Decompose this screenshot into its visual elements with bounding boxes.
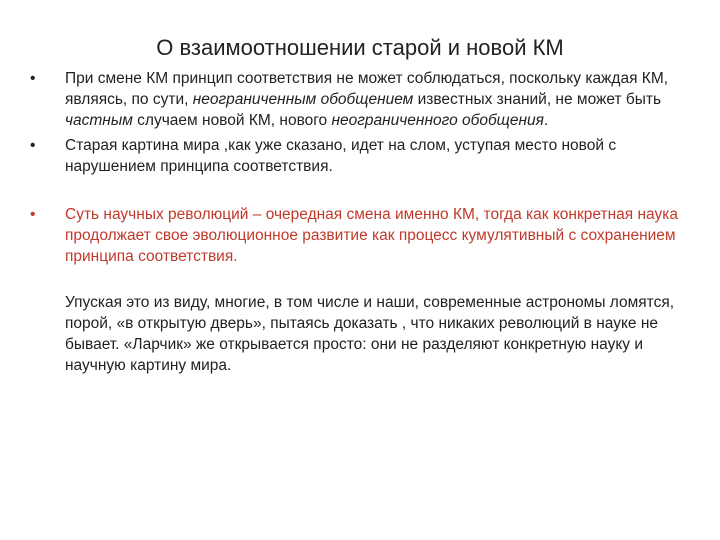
bullet-item-2 — [30, 135, 690, 177]
slide-title: О взаимоотношении старой и новой КМ — [156, 35, 564, 60]
bullet-marker: • — [30, 137, 36, 154]
italic-segment: неограниченным обобщением — [192, 91, 414, 108]
text-segment: . — [543, 112, 549, 129]
bullet-marker: • — [30, 206, 36, 223]
text-segment: При смене КМ принцип соответствия не может соблюдаться, поскольку каждая КМ, являясь, по сути, — [65, 70, 669, 108]
closing-paragraph: Упуская это из виду, многие, в том числе и наши, современные астрономы ломятся, порой, «в открытую дверь», пытаясь доказать , что никаких революций в науке не бывает. «Ларчик» же открывается просто: они не разделяют конкретную науку и научную картину мира. — [65, 294, 675, 374]
text-segment: случаем новой КМ, нового — [132, 112, 332, 129]
bullet-text-1 — [65, 70, 668, 129]
bullet-item-3 — [30, 204, 690, 267]
bullet-text-2: Старая картина мира ,как уже сказано, идет на слом, уступая место новой с нарушением принципа соответствия. — [65, 137, 617, 175]
bullet-item-1 — [30, 68, 690, 131]
italic-segment: неограниченного обобщения — [331, 112, 544, 129]
italic-segment: частным — [65, 112, 133, 129]
bullet-text-3: Суть научных революций – очередная смена именно КМ, тогда как конкретная наука продолжает свое эволюционное развитие как процесс кумулятивный с сохранением принципа соответствия. — [65, 206, 678, 265]
bullet-marker: • — [30, 70, 36, 87]
slide-content — [30, 68, 690, 376]
text-segment: известных знаний, не может быть — [413, 91, 662, 108]
